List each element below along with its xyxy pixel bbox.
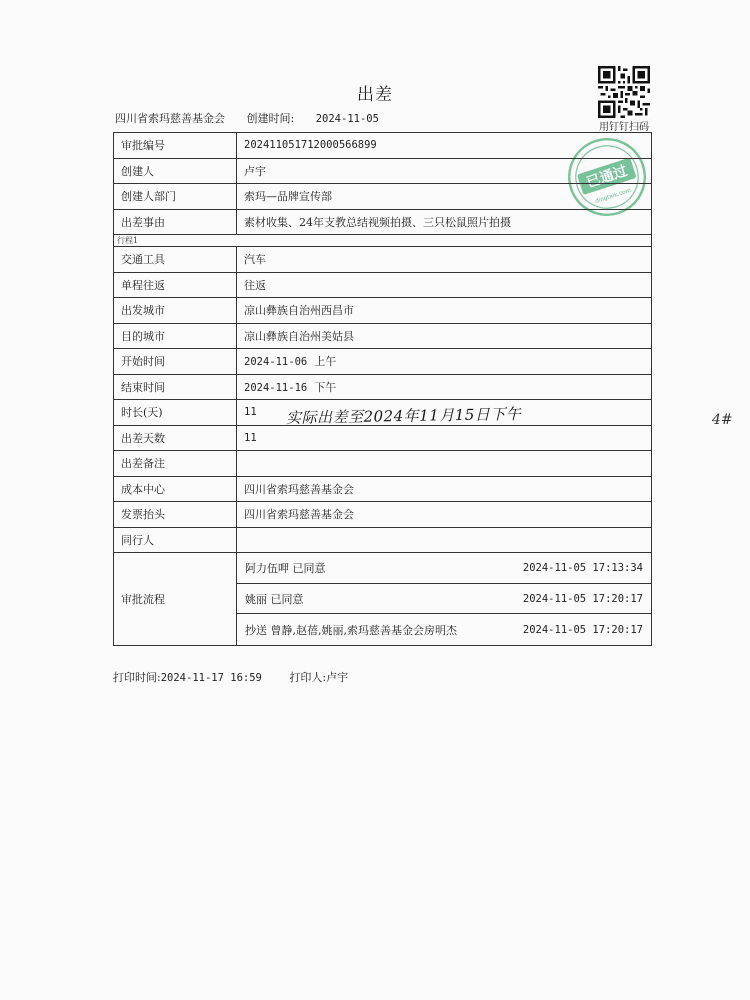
row-section-trip [114, 235, 652, 247]
row-approval-no [114, 133, 652, 159]
label-trip-days: 出差天数 [114, 425, 237, 451]
approval-flow-steps [237, 553, 652, 646]
row-creator [114, 158, 652, 184]
approval-form-table [113, 132, 652, 646]
row-trip-days [114, 425, 652, 451]
label-transport: 交通工具 [114, 247, 237, 273]
printer [289, 671, 348, 684]
flow-step-text: 抄送 曾静,赵蓓,姚丽,索玛慈善基金会房明杰 [245, 623, 457, 637]
row-remark [114, 451, 652, 477]
value-trip-days: 11 [237, 425, 652, 451]
value-invoice-title: 四川省索玛慈善基金会 [237, 502, 652, 528]
row-from-city [114, 298, 652, 324]
end-date: 2024-11-16 [244, 381, 308, 394]
flow-step-time: 2024-11-05 17:20:17 [522, 623, 643, 636]
value-remark [237, 451, 652, 477]
label-reason: 出差事由 [114, 209, 237, 235]
row-reason [114, 209, 652, 235]
created-time [247, 112, 379, 125]
handwritten-note: 实际出差至2024年11月15日下午 [285, 404, 522, 428]
end-period: 下午 [314, 380, 337, 394]
value-approval-no: 202411051712000566899 [237, 133, 652, 159]
value-reason: 素材收集、24年支教总结视频拍摄、三只松鼠照片拍摄 [237, 209, 652, 235]
print-time-label: 打印时间: [113, 671, 161, 684]
section-label-trip: 行程1 [114, 235, 652, 247]
header-line [115, 110, 379, 126]
margin-note: 4# [712, 412, 733, 428]
value-from-city: 凉山彝族自治州西昌市 [237, 298, 652, 324]
label-to-city: 目的城市 [114, 323, 237, 349]
flow-step [237, 553, 651, 584]
value-cost-center: 四川省索玛慈善基金会 [237, 476, 652, 502]
start-date: 2024-11-06 [244, 356, 308, 369]
document-title: 出差 [357, 85, 393, 105]
row-to-city [114, 323, 652, 349]
value-companions [237, 527, 652, 553]
label-duration: 时长(天) [114, 400, 237, 426]
value-to-city: 凉山彝族自治州美姑县 [237, 323, 652, 349]
stamp-text: 已通过 [584, 163, 630, 192]
flow-step-time: 2024-11-05 17:13:34 [522, 561, 643, 574]
created-value: 2024-11-05 [315, 113, 379, 125]
created-label: 创建时间: [246, 112, 295, 125]
flow-step-text: 阿力伍呷 已同意 [245, 561, 326, 575]
print-time-value: 2024-11-17 16:59 [160, 672, 262, 684]
qr-caption: 用钉钉扫码 [599, 122, 649, 133]
label-approval-flow: 审批流程 [114, 553, 237, 646]
flow-step [237, 584, 651, 615]
label-dept: 创建人部门 [114, 184, 237, 210]
label-creator: 创建人 [114, 158, 237, 184]
label-end-time: 结束时间 [114, 374, 237, 400]
flow-step-time: 2024-11-05 17:20:17 [522, 592, 643, 605]
print-footer [113, 669, 348, 685]
flow-step-text: 姚丽 已同意 [245, 592, 304, 606]
row-trip-type [114, 272, 652, 298]
printer-label: 打印人: [289, 671, 327, 684]
row-approval-flow [114, 553, 652, 646]
row-cost-center [114, 476, 652, 502]
row-transport [114, 247, 652, 273]
qr-code-icon [596, 66, 652, 118]
value-creator: 卢宇 [237, 158, 652, 184]
value-dept: 索玛—品牌宣传部 [237, 184, 652, 210]
label-invoice-title: 发票抬头 [114, 502, 237, 528]
value-trip-type: 往返 [237, 272, 652, 298]
row-dept [114, 184, 652, 210]
label-cost-center: 成本中心 [114, 476, 237, 502]
org-name: 四川省索玛慈善基金会 [115, 112, 225, 125]
printer-value: 卢宇 [326, 671, 349, 684]
value-transport: 汽车 [237, 247, 652, 273]
label-companions: 同行人 [114, 527, 237, 553]
label-from-city: 出发城市 [114, 298, 237, 324]
start-period: 上午 [314, 355, 337, 369]
stamp-subtext: dingtalk.com [594, 187, 632, 205]
label-trip-type: 单程往返 [114, 272, 237, 298]
print-time [113, 671, 262, 684]
label-approval-no: 审批编号 [114, 133, 237, 159]
value-end-time [237, 374, 652, 400]
row-invoice-title [114, 502, 652, 528]
value-start-time [237, 349, 652, 375]
row-companions [114, 527, 652, 553]
row-start-time [114, 349, 652, 375]
row-end-time [114, 374, 652, 400]
label-start-time: 开始时间 [114, 349, 237, 375]
value-duration: 11 [237, 400, 652, 426]
flow-step [237, 614, 651, 645]
label-remark: 出差备注 [114, 451, 237, 477]
